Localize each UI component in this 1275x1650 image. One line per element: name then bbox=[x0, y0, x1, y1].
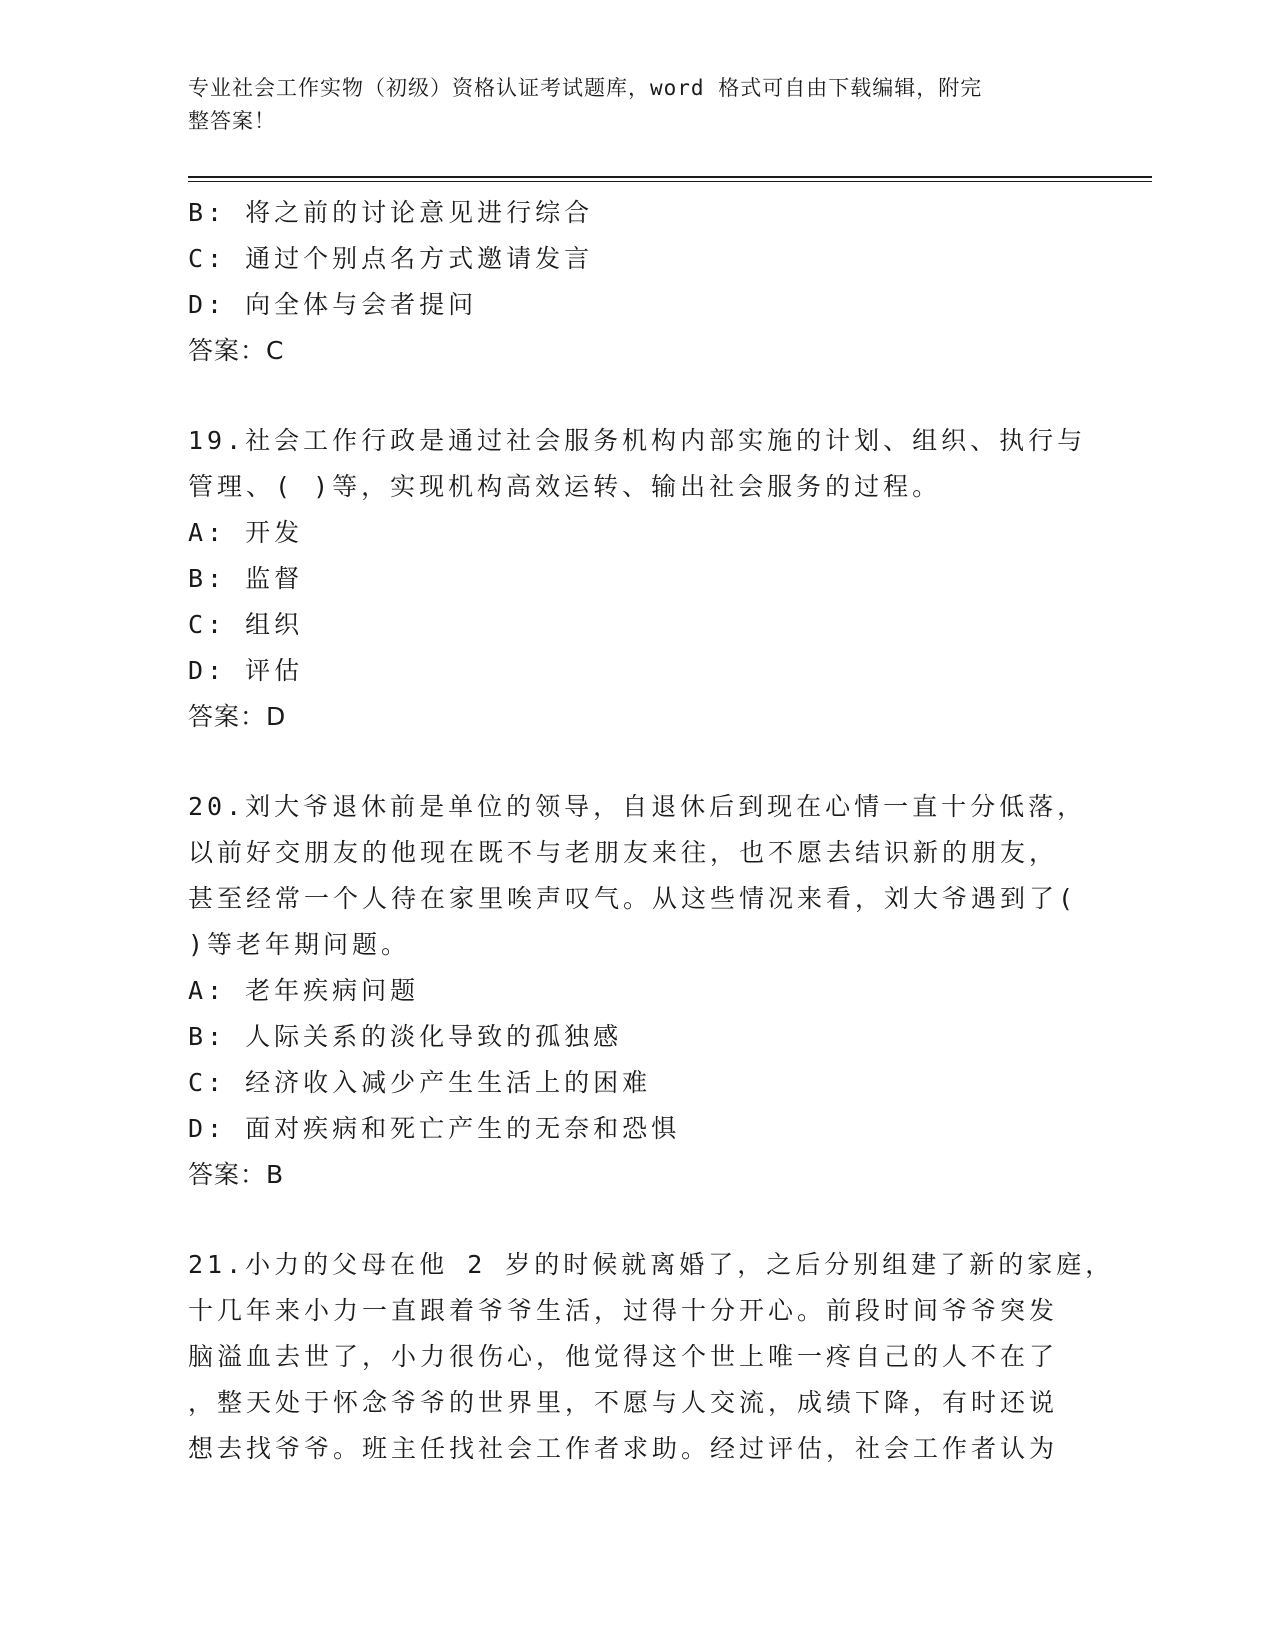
question-stem-line: 想去找爷爷。班主任找社会工作者求助。经过评估，社会工作者认为 bbox=[188, 1434, 1059, 1463]
spacer bbox=[188, 1198, 1088, 1242]
question-stem-line: ，整天处于怀念爷爷的世界里，不愿与人交流，成绩下降，有时还说 bbox=[188, 1388, 1059, 1417]
question-18-tail bbox=[188, 190, 1088, 374]
answer-label: 答案：D bbox=[188, 702, 287, 731]
question-19 bbox=[188, 418, 1088, 740]
spacer bbox=[188, 740, 1088, 784]
option-b: B: 将之前的讨论意见进行综合 bbox=[188, 198, 594, 227]
question-stem-line: 甚至经常一个人待在家里唉声叹气。从这些情况来看，刘大爷遇到了( bbox=[188, 884, 1078, 913]
question-stem-line: 脑溢血去世了，小力很伤心，他觉得这个世上唯一疼自己的人不在了 bbox=[188, 1342, 1059, 1371]
option-c: C: 经济收入减少产生生活上的困难 bbox=[188, 1068, 652, 1097]
option-b: B: 监督 bbox=[188, 564, 304, 593]
option-a: A: 开发 bbox=[188, 518, 304, 547]
question-stem-line: 21.小力的父母在他 2 岁的时候就离婚了，之后分别组建了新的家庭， bbox=[188, 1250, 1115, 1279]
option-c: C: 通过个别点名方式邀请发言 bbox=[188, 244, 594, 273]
spacer bbox=[188, 374, 1088, 418]
header-line-1: 专业社会工作实物（初级）资格认证考试题库，word 格式可自由下载编辑，附完 bbox=[188, 76, 983, 100]
option-d: D: 评估 bbox=[188, 656, 304, 685]
question-stem-line: 20.刘大爷退休前是单位的领导，自退休后到现在心情一直十分低落， bbox=[188, 792, 1087, 821]
question-stem-line: 十几年来小力一直跟着爷爷生活，过得十分开心。前段时间爷爷突发 bbox=[188, 1296, 1059, 1325]
option-d: D: 面对疾病和死亡产生的无奈和恐惧 bbox=[188, 1114, 681, 1143]
question-stem-line: 以前好交朋友的他现在既不与老朋友来往，也不愿去结识新的朋友， bbox=[188, 838, 1059, 867]
header-rule-thin bbox=[188, 181, 1152, 182]
answer-label: 答案：C bbox=[188, 336, 285, 365]
question-21 bbox=[188, 1242, 1115, 1472]
question-20 bbox=[188, 784, 1088, 1198]
question-stem-line: 19.社会工作行政是通过社会服务机构内部实施的计划、组织、执行与 bbox=[188, 426, 1087, 455]
question-content bbox=[188, 190, 1115, 1472]
question-stem-line: )等老年期问题。 bbox=[188, 930, 411, 959]
question-stem-line: 管理、( )等，实现机构高效运转、输出社会服务的过程。 bbox=[188, 472, 942, 501]
option-c: C: 组织 bbox=[188, 610, 304, 639]
answer-label: 答案：B bbox=[188, 1160, 285, 1189]
page-header bbox=[188, 72, 1068, 138]
option-b: B: 人际关系的淡化导致的孤独感 bbox=[188, 1022, 623, 1051]
header-line-2: 整答案！ bbox=[188, 109, 276, 133]
option-d: D: 向全体与会者提问 bbox=[188, 290, 478, 319]
header-rule-thick bbox=[188, 176, 1152, 178]
option-a: A: 老年疾病问题 bbox=[188, 976, 420, 1005]
